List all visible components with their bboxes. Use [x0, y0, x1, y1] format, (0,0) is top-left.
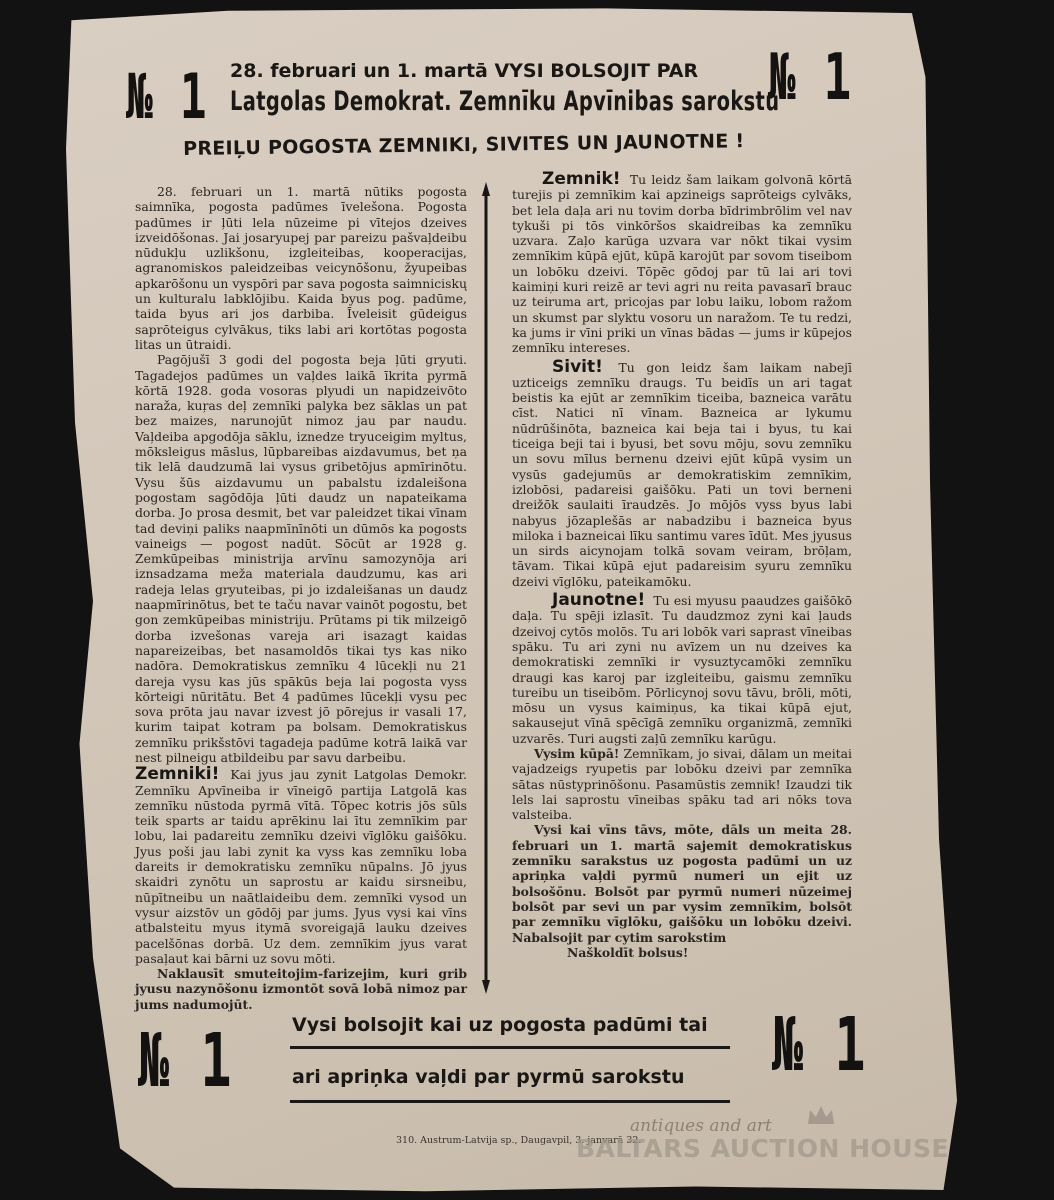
footer-line-2: ari apriņka vaļdi par pyrmū sarokstu	[292, 1066, 685, 1088]
right-paragraph-1	[512, 169, 852, 356]
left-paragraph-3	[135, 764, 467, 966]
footer-rule-2	[290, 1100, 730, 1103]
header-line-1: 28. februari un 1. martā VYSI BOLSOJIT PAR	[230, 60, 699, 82]
zemniki-heading: Zemniki!	[135, 764, 220, 785]
right-paragraph-6: Naškoldīt bolsus!	[567, 944, 689, 960]
left-paragraph-2: Pagōjušī 3 godi del pogosta beja ļūti gryuti. Tagadejos padūmes un vaļdes laikā īkrita pyrmā kōrtā 1928. goda vosoras plyudi un napidzeivōto naraža, kuŗas deļ zemnīki palyka bez sāklas un pat bez maizes, narunojūt nimoz jau par naudu. Vaļdeiba apgodōja sāklu, iznedze tryuceigim myltus, mōksleigus māslus, lūpbareibas aizdavumus, bet ņa tik lelā daudzumā lai vysus gribetōjus apmīrinōtu. Vysu šūs aizdavumu un pabalstu izdaleišona pogostam sagōdōja ļūti daudz un napateikama dorba. Jo prosa desmit, bet var paleidzet tikai vīnam tad deviņi paliks naapmīnīnōti un dūmōs ka pogosts vaineigs — pogost nadūt. Sōcūt ar 1928 g. Zemkūpeibas ministrija arvīnu samozynōja ari iznsadzama meža materiala daudzumu, kas ari radeja lelas gryuteibas, pi jo izdaleišanas un daudz naapmīrinōtus, bet te taču navar vainōt pogostu, bet gon zemkūpeibas ministriju. Prūtams pi tik milzeigō dorba izvešonas vareja ari isazagt kaidas napareizeibas, bet nasamoldōs tikai tys kas niko nadōra. Demokratiskus zemnīku 4 lūcekļi nu 21 dareja vysu kas jūs spākūs beja lai pogosta vyss kōrteigi nūritātu. Bet 4 padūmes lūcekļi vysu pec sova prōta jau navar izvest jō pōrejus ir vasali 17, kurim taipat kotram pa bolsam. Demokratiskus zemnīku prikšstōvi tagadeja padūme kotrā laikā var nest pilneigu atbildeibu par savu darbeibu.	[135, 352, 467, 765]
crown-icon	[806, 1104, 836, 1126]
vysim-kupa-heading: Vysim kūpā!	[534, 745, 620, 761]
right-paragraph-5: Vysi kai vīns tāvs, mōte, dāls un meita 28. februari un 1. martā sajemit demokratiskus zemnīku sarakstus uz pogosta padūmi un uz apriņka vaļdi pyrmū numeri un ejit uz bolsošōnu. Bolsōt par pyrmū numeri nūzeimej bolsōt par sevi un par vysim zemnīkim, bolsōt par zemnīku vīglōku, gaišōku un lobōku dzeivi. Nabalsojit par cytim sarokstim	[512, 822, 852, 945]
right-paragraph-2-text: Tu gon leidz šam laikam nabejī uzticeigs zemnīku draugs. Tu beidīs un ari tagat beistis ka ejūt ar zemnīkim ticeiba, bazneica varātu cīst. Natici nī vīnam. Bazneica ar lykumu nūdrūšinōta, bazneica kai beja tai i byus, tu kai ticeiga beji tai i byusi, bet sovu mōju, sovu zemnīku un sovu mīlus bernenu dzeivi ejūt kūpā vysim un vysūs gadejumūs ar demokratiskim zemnīkim, izlobōsi, padareisi gaišōku. Pati un tovi berneni dreižōk saulaiti īraudzēs. Jo mōjōs vyss byus labi nabyus jōzaplešās ar nabadzibu i bazneica byus miloka i bazneicai līku santimu vares īdūt. Mes jyusus un sirds aicynojam tolkā sovam veiram, brōļam, tāvam. Tikai kūpā ejut padareisim syuru zemnīku dzeivi vīglōku, pateikamōku.	[512, 359, 852, 589]
right-paragraph-3	[512, 590, 852, 746]
zemnik-heading: Zemnik!	[542, 169, 621, 189]
footer-rule-1	[290, 1046, 730, 1049]
left-paragraph-1: 28. februari un 1. martā nūtiks pogosta saimnīka, pogosta padūmes īvelešona. Pogosta padūmes ir ļūti lela nūzeime pi vītejos dzeives izveidōšonas. Jai josaryupej par pareizu pašvaļdeibu nūdukļu uzlikšonu, izgleiteibas, kooperacijas, agranomiskos paleidzeibas veicynōšonu, žyupeibas apkarōšonu un vyspōri par sava pogosta saimniciskų un kulturalu labklōjibu. Kaida byus pog. padūme, taida byus ari jos darbiba. Īveleisit gūdeigus saprōteigus cylvākus, tiks labi ari kortōtas pogosta litas un ūtraidi.	[135, 184, 467, 352]
left-paragraph-4: Naklausīt smuteitojim-farizejim, kuri grib jyusu nazynōšonu izmontōt sovā lobā nimoz par jums nadumojūt.	[135, 966, 467, 1012]
number-mark-bottom-right: № 1	[772, 1002, 866, 1088]
number-mark-top-right: № 1	[768, 41, 852, 115]
left-paragraph-3-text: Kai jyus jau zynit Latgolas Demokr. Zemnīku Apvīneiba ir vīneigō partija Latgolā kas zemnīku nūstoda pyrmā vītā. Tōpec kotris jōs sūls teik sparts ar taidu aprēkinu lai ītu zemnīkim par lobu, lai padareitu zemnīku dzeivi vīglōku gaišōku. Jyus poši jau labi zynit ka vyss kas zemnīku loba dareits ir demokratisku zemnīku nūpalns. Jō jyus skaidri zynōtu un saprostu ar kaidu sirsneibu, nūpītneibu un naātlaideibu dem. zemnīki vysod un vysur aizstōv un gōdōj par jums. Jyus vysi kai vīns atbalsteitu myus itymā svoreigajā lauku dzeives pacelšōnas dorbā. Uz dem. zemnīkim jyus varat pasaļaut kai bārni uz sovu mōti.	[135, 767, 467, 966]
right-column	[512, 169, 852, 960]
header-line-2: Latgolas Demokrat. Zemnīku Apvīnibas sarokstu	[230, 86, 780, 117]
number-mark-bottom-left: № 1	[138, 1018, 232, 1104]
printer-imprint: 310. Austrum-Latvija sp., Daugavpil, 3. janvarā 32.	[396, 1135, 642, 1146]
right-paragraph-1-text: Tu leidz šam laikam golvonā kōrtā turejis pi zemnīkim kai apzineigs saprōteigs cylvāks, bet lela daļa ari nu tovim dorba bīdrimbrōlim vel nav tykuši pi tōs vinkōršos skaidreibas ka zemnīku uzvara. Zaļo karūga uzvara var nōkt tikai vysim zemnīkim kūpā ejūt, kūpā karojūt par sovom tiseibom un lobōku dzeivi. Tōpēc gōdoj par tū lai ari tovi kaimiņi kuri reizē ar tevi agri nu reita pavasarī brauc uz teiruma art, pricojas par lobu laiku, lobom ražom un skumst par slyktu vosoru un naražom. Te tu redzi, ka jums ir vīni priki un vīnas bādas — jums ir kūpejos zemnīku intereses.	[512, 172, 852, 356]
column-divider-arrow	[482, 182, 490, 994]
watermark-tagline: antiques and art	[630, 1116, 772, 1136]
sivit-heading: Sivit!	[552, 356, 603, 377]
jaunotne-heading: Jaunotne!	[552, 590, 646, 611]
watermark-brand: BALTARS AUCTION HOUSE	[576, 1134, 950, 1163]
right-paragraph-3-text: Tu esi myusu paaudzes gaišōkō daļa. Tu spēji izlasīt. Tu daudzmoz zyni kai ļauds dzeivoj cytōs molōs. Tu ari lobōk vari saprast vīneibas spāku. Tu ari zyni nu avīzem un nu dzeives ka demokratiski zemnīki ir vysuztycamōki zemnīku draugi kas karoj par izgleiteibu, gaismu zemnīku tureibu un tiseibōm. Pōrlicynoj sovu tāvu, brōli, mōti, mōsu un vysus kaimiņus, ka tikai kūpā ejut, sakausejut vīnā spēcīgā zemnīku organizmā, zemnīki uzvarēs. Turi augsti zaļū zemnīku karūgu.	[512, 593, 852, 746]
right-paragraph-4	[512, 746, 852, 822]
page-title: PREIĻU POGOSTA ZEMNIKI, SIVITES UN JAUNOTNE !	[183, 130, 745, 160]
left-column	[135, 184, 467, 1012]
number-mark-top-left: № 1	[126, 60, 207, 133]
right-paragraph-4-text: Zemnīkam, jo sivai, dālam un meitai vajadzeigs ryupetis par lobōku dzeivi par zemnīka sātas nūstyprinōšonu. Pasamūstis zemnik! Izaudzi tik lels lai saprostu vīneibas spāku tad ari nōks tova valsteiba.	[512, 745, 852, 823]
right-paragraph-2	[512, 356, 852, 589]
footer-line-1: Vysi bolsojit kai uz pogosta padūmi tai	[292, 1014, 708, 1036]
